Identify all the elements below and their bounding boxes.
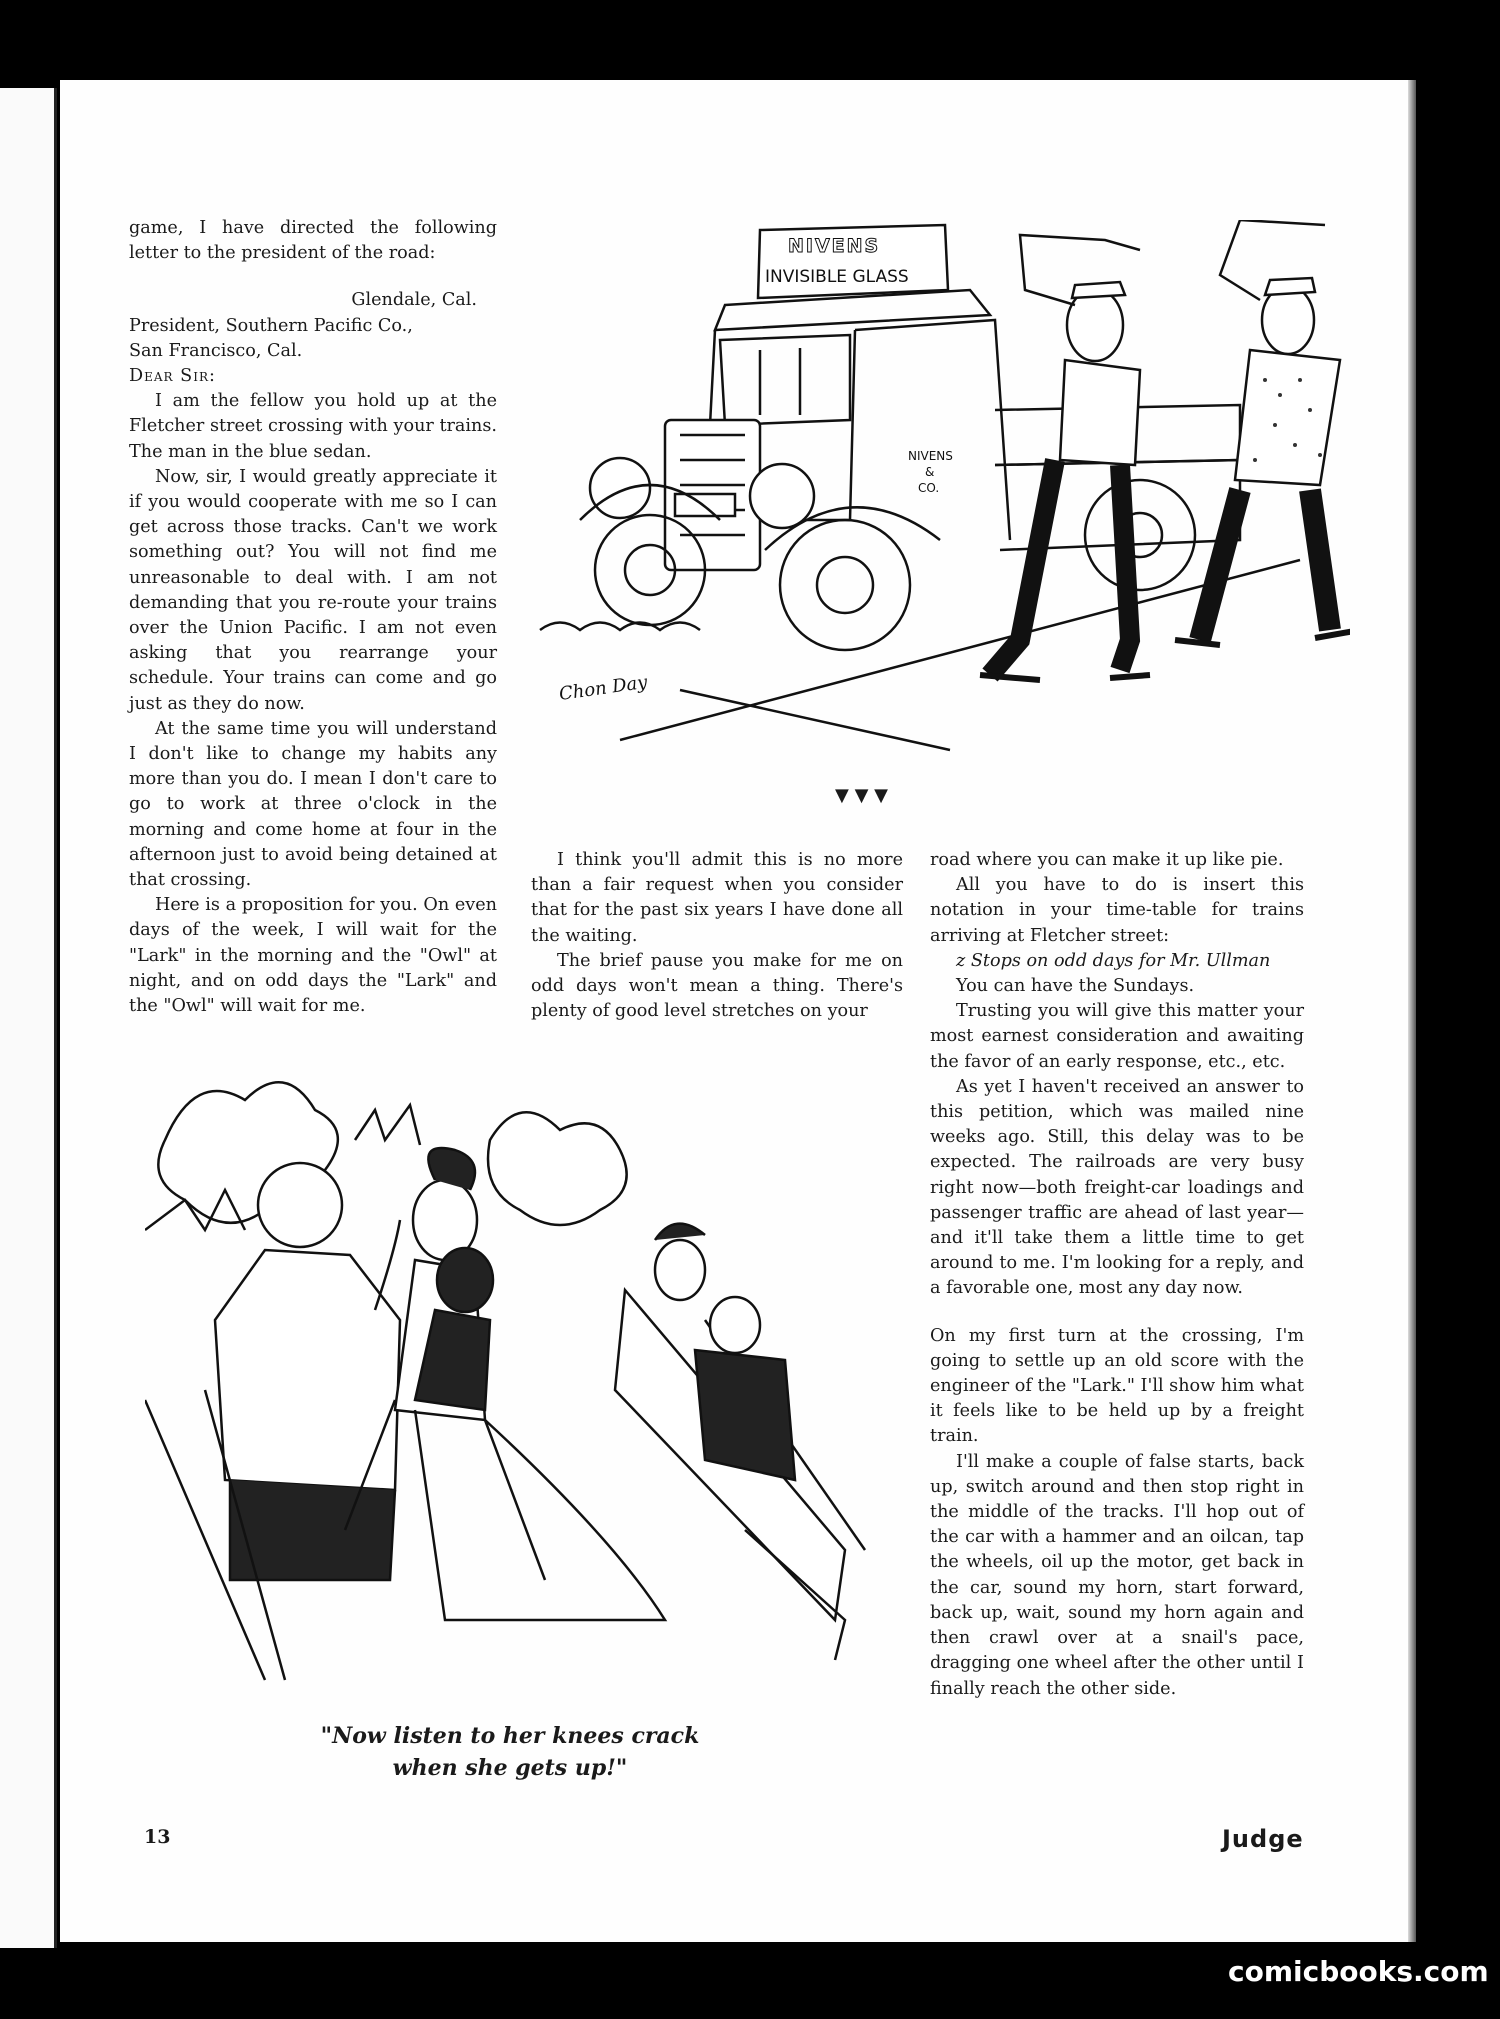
- col1-paragraph: At the same time you will understand I don't like to change my habits any more than you do. I mean I don't care to go to work at three o'clock in the morning and come home at four in the afternoon just to avoid being detained at that crossing.: [129, 718, 497, 891]
- truck-door-line1: NIVENS: [908, 449, 953, 463]
- col1-paragraph: San Francisco, Cal.: [129, 340, 303, 361]
- caption-line-1: "Now listen to her knees crack: [320, 1723, 700, 1749]
- col3-paragraph: On my first turn at the crossing, I'm going to settle up an old score with the engineer of the "Lark." I'll show him what it feels like to be held up by a freight train.: [930, 1325, 1304, 1447]
- page-number: 13: [144, 1826, 171, 1848]
- col1-paragraph: Here is a proposition for you. On even days of the week, I will wait for the "Lark" in the morning and the "Owl" at night, and on odd days the "Lark" and the "Owl" will wait for me.: [129, 895, 497, 1017]
- truck-door-line2: &: [925, 465, 935, 479]
- cartoon-truck-illustration: [520, 220, 1350, 760]
- col1-paragraph: Now, sir, I would greatly appreciate it if you would cooperate with me so I can get across those tracks. Can't we work something out? You will not find me unreasonable to deal with. I am not demanding that you re-route your trains over the Union Pacific. I am not even asking that you rearrange your schedule. Your trains can come and go just as they do now.: [129, 466, 497, 714]
- magazine-name: Judge: [1222, 1825, 1304, 1853]
- col2-paragraph: The brief pause you make for me on odd days won't mean a thing. There's plenty of good level stretches on your: [531, 950, 903, 1022]
- col3-paragraph: Trusting you will give this matter your most earnest consideration and awaiting the favor of an early response, etc., etc.: [930, 1001, 1304, 1072]
- divider-marks: ▼ ▼ ▼: [835, 785, 888, 806]
- col3-paragraph: I'll make a couple of false starts, back up, switch around and then stop right in the middle of the tracks. I'll hop out of the car with a hammer and an oilcan, tap the wheels, oil up the motor, get back in the car, sound my horn, start forward, back up, wait, sound my horn again and then crawl over at a snail's pace, dragging one wheel after the other until I finally reach the other side.: [930, 1451, 1304, 1699]
- col3-paragraph: [930, 1302, 1304, 1324]
- truck-door-line3: CO.: [918, 481, 940, 495]
- text-column-2: [531, 848, 903, 1024]
- col3-paragraph: All you have to do is insert this notation in your time-table for trains arriving at Fletcher street:: [930, 875, 1304, 946]
- text-column-1: [129, 216, 497, 1019]
- col1-paragraph: Glendale, Cal.: [351, 290, 477, 311]
- col3-paragraph: As yet I haven't received an answer to this petition, which was mailed nine weeks ago. Still, this delay was to be expected. The railroads are very busy right now—both freight-car loadings and passenger traffic are ahead of last year—and it'll take them a little time to get around to me. I'm looking for a reply, and a favorable one, most any day now.: [930, 1076, 1304, 1299]
- col2-paragraph: I think you'll admit this is no more than a fair request when you consider that for the past six years I have done all the waiting.: [531, 850, 903, 946]
- col1-paragraph: President, Southern Pacific Co.,: [129, 315, 413, 336]
- caption-line-2: when she gets up!": [392, 1755, 628, 1781]
- truck-sign-subtitle: INVISIBLE GLASS: [765, 267, 909, 287]
- col3-paragraph: road where you can make it up like pie.: [930, 850, 1284, 870]
- col1-paragraph: Dear Sir:: [129, 366, 216, 387]
- artist-signature: Chon Day: [557, 671, 649, 705]
- cartoon-wedding-illustration: [145, 1060, 895, 1710]
- section-divider: [835, 785, 995, 806]
- col1-paragraph: I am the fellow you hold up at the Fletcher street crossing with your trains. The man in the blue sedan.: [129, 391, 497, 462]
- col3-paragraph: z Stops on odd days for Mr. Ullman: [956, 950, 1271, 971]
- text-column-3: [930, 848, 1304, 1702]
- truck-sign-brand: NIVENS: [788, 235, 881, 257]
- col1-paragraph: [129, 266, 497, 288]
- col1-paragraph: game, I have directed the following letter to the president of the road:: [129, 218, 497, 264]
- site-watermark: comicbooks.com: [1228, 1955, 1489, 1988]
- col3-paragraph: You can have the Sundays.: [956, 976, 1195, 997]
- page-spine-shadow: [1408, 80, 1416, 1942]
- previous-page-edge: [0, 88, 57, 1948]
- cartoon-caption: [300, 1720, 720, 1784]
